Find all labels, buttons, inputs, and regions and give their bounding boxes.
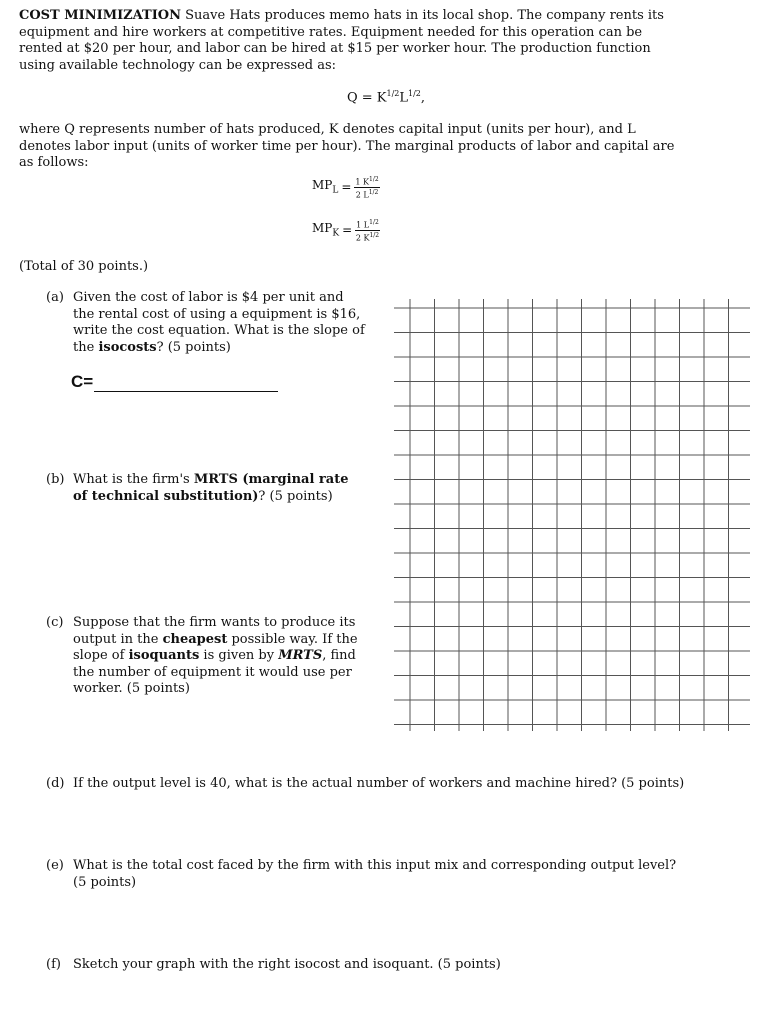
question-b: (b) What is the firm's MRTS (marginal rate of technical substitution)? (5 points) — [46, 472, 349, 504]
question-c: (c) Suppose that the firm wants to produce its output in the cheapest possible way. If the slope of isoquants is given by MRTS, find the number of equipment it would use per worker. (5 points) — [46, 615, 358, 697]
production-function: $Q = K^{1/2}L^{1/2}$, — [346, 89, 426, 106]
answer-line[interactable] — [94, 377, 278, 392]
total-points: (Total of 30 points.) — [19, 259, 149, 274]
graph-grid[interactable] — [394, 299, 754, 731]
intro-text: Suave Hats produces memo hats in its local shop. The company rents its equipment and hire workers at competitive rates. Equipment needed for this operation can be rented at $20 per hour, and labor can be hired at $15 per worker hour. The production function using available technology can be expressed as: — [19, 8, 664, 73]
cost-equation-blank[interactable]: C= — [71, 372, 278, 392]
mpk-fraction: $\frac{1 L^{1/2}}{2 K^{1/2}}$ — [355, 219, 380, 243]
section-title: COST MINIMIZATION — [19, 8, 181, 23]
question-d: (d) If the output level is 40, what is the actual number of workers and machine hired? (5 points) — [46, 776, 685, 791]
question-e: (e) What is the total cost faced by the firm with this input mix and corresponding output level? (5 points) — [46, 858, 677, 890]
question-f: (f) Sketch your graph with the right isocost and isoquant. (5 points) — [46, 957, 501, 972]
where-paragraph: where Q represents number of hats produced, K denotes capital input (units per hour), and L denotes labor input (units of worker time per hour). The marginal products of labor and capital are as follows: — [19, 122, 675, 171]
mpl-equation: $MP_L$ = $\frac{1 K^{1/2}}{2 L^{1/2}}$ — [312, 176, 379, 200]
intro-paragraph — [19, 8, 679, 74]
mpk-equation: $MP_K$ = $\frac{1 L^{1/2}}{2 K^{1/2}}$ — [312, 219, 380, 243]
mpl-fraction: $\frac{1 K^{1/2}}{2 L^{1/2}}$ — [355, 176, 379, 200]
question-a: (a) Given the cost of labor is $4 per unit and the rental cost of using a equipment is $16, write the cost equation. What is the slope of the isocosts? (5 points) — [46, 290, 365, 355]
